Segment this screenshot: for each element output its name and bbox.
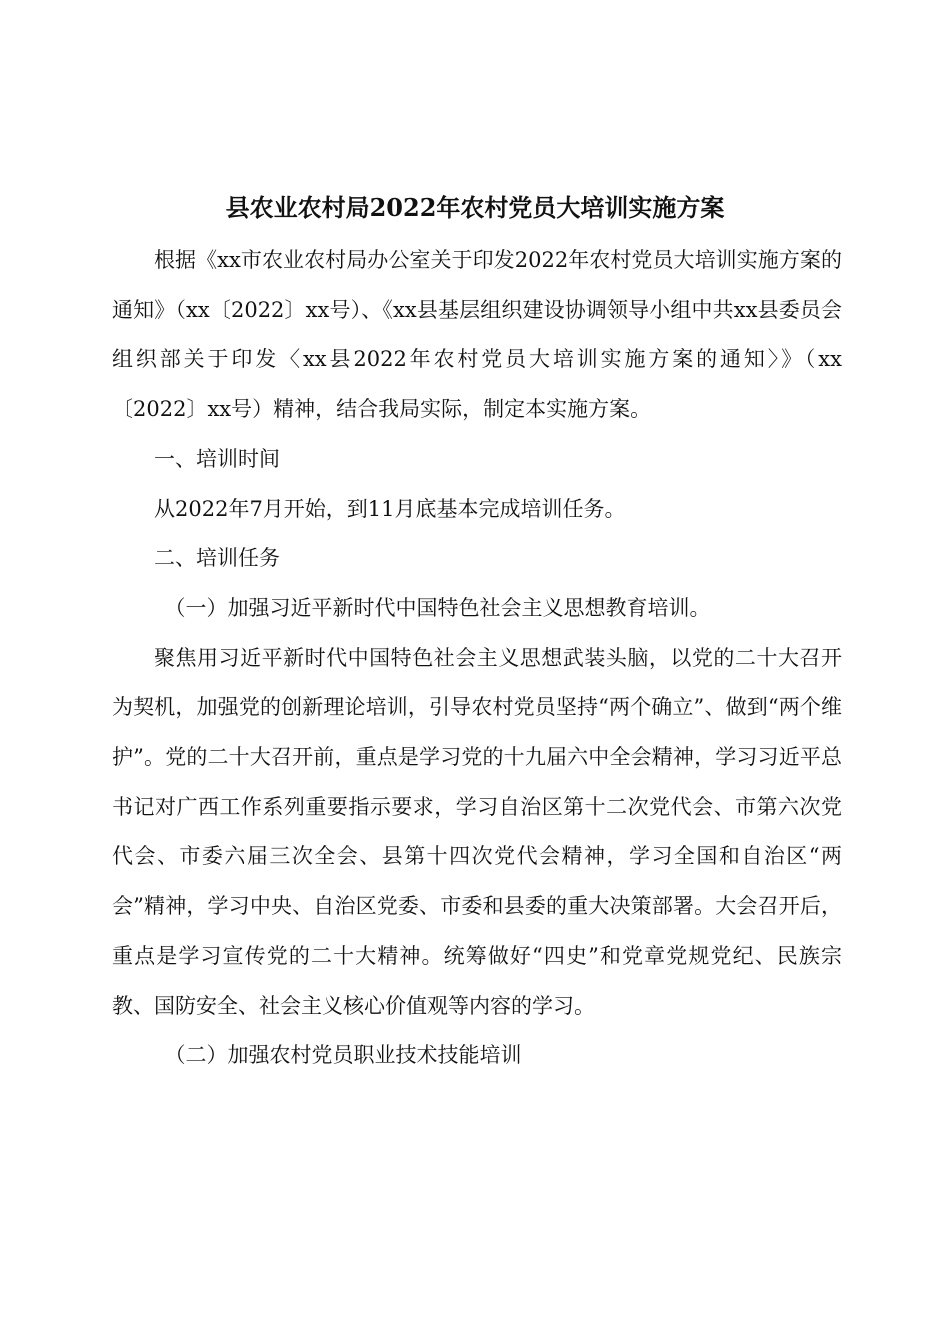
section-heading-training-time: 一、培训时间	[154, 446, 280, 471]
section-heading-training-tasks: 二、培训任务	[154, 546, 280, 571]
document-body	[112, 236, 842, 1081]
training-time-paragraph: 从2022年7月开始，到11月底基本完成培训任务。	[154, 496, 626, 521]
intro-paragraph: 根据《xx市农业农村局办公室关于印发2022年农村党员大培训实施方案的通知》（xx〔2022〕xx号）、《xx县基层组织建设协调领导小组中共xx县委员会组织部关于印发〈xx县2022年农村党员大培训实施方案的通知〉》（xx〔2022〕xx号）精神，结合我局实际，制定本实施方案。	[112, 248, 842, 422]
subsection-heading-1: （一）加强习近平新时代中国特色社会主义思想教育培训。	[164, 595, 711, 620]
subsection-1-paragraph: 聚焦用习近平新时代中国特色社会主义思想武装头脑，以党的二十大召开为契机，加强党的创新理论培训，引导农村党员坚持“两个确立”、做到“两个维护”。党的二十大召开前，重点是学习党的十九届六中全会精神，学习习近平总书记对广西工作系列重要指示要求，学习自治区第十二次党代会、市第六次党代会、市委六届三次全会、县第十四次党代会精神，学习全国和自治区“两会”精神，学习中央、自治区党委、市委和县委的重大决策部署。大会召开后，重点是学习宣传党的二十大精神。统筹做好“四史”和党章党规党纪、民族宗教、国防安全、社会主义核心价值观等内容的学习。	[112, 645, 842, 1018]
document-title: 县农业农村局2022年农村党员大培训实施方案	[225, 193, 725, 222]
subsection-heading-2: （二）加强农村党员职业技术技能培训	[164, 1043, 522, 1068]
